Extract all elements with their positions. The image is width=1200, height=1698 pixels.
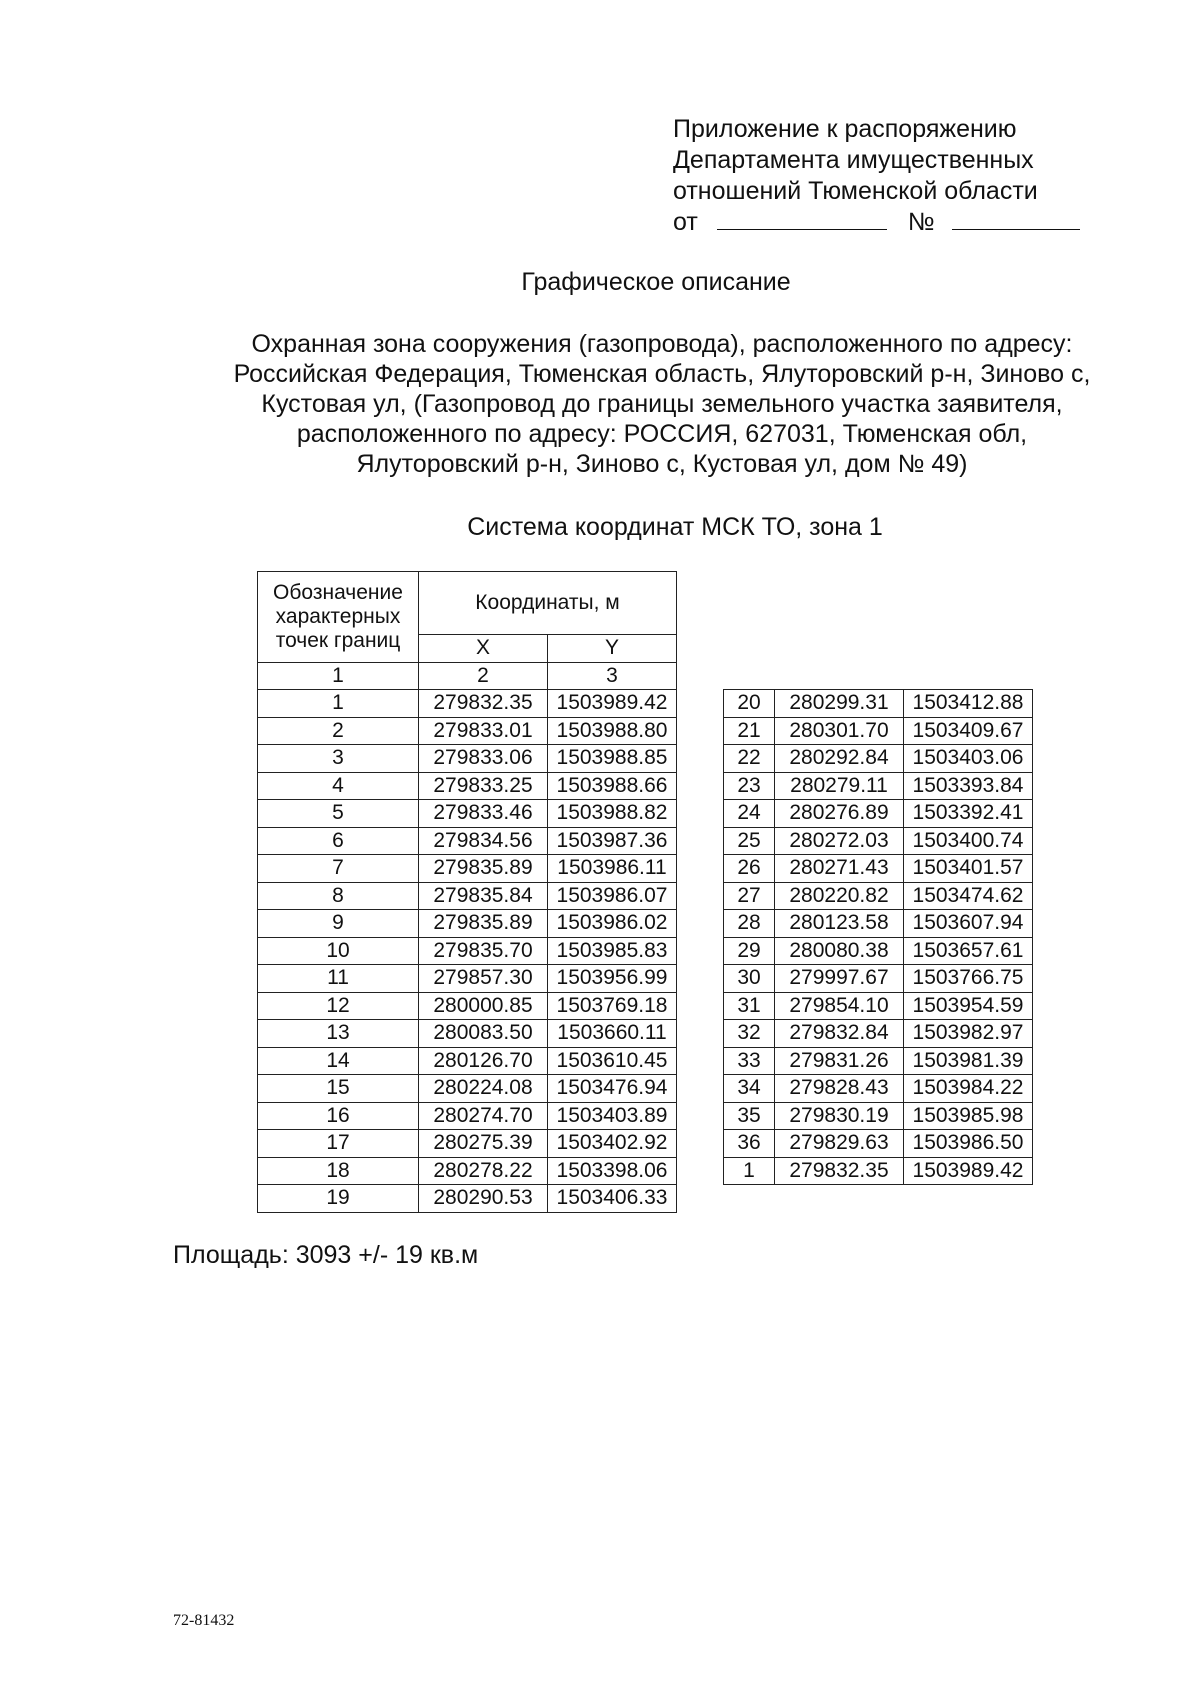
table-row bbox=[724, 937, 1033, 965]
appendix-line-2: Департамента имущественных bbox=[673, 146, 1034, 174]
x-coordinate-cell: 279828.43 bbox=[775, 1075, 904, 1103]
x-coordinate-cell: 280275.39 bbox=[419, 1130, 548, 1158]
x-coordinate-cell: 279832.84 bbox=[775, 1020, 904, 1048]
table-row bbox=[724, 1102, 1033, 1130]
y-coordinate-cell: 1503986.50 bbox=[904, 1130, 1033, 1158]
x-coordinate-cell: 279832.35 bbox=[775, 1157, 904, 1185]
y-coordinate-cell: 1503988.85 bbox=[548, 745, 677, 773]
point-number-cell: 3 bbox=[258, 745, 419, 773]
table-row bbox=[258, 855, 677, 883]
coordinates-table bbox=[257, 571, 677, 1213]
y-coordinate-cell: 1503985.83 bbox=[548, 937, 677, 965]
point-number-cell: 7 bbox=[258, 855, 419, 883]
x-coordinate-cell: 280279.11 bbox=[775, 772, 904, 800]
point-number-cell: 29 bbox=[724, 937, 775, 965]
x-coordinate-cell: 279830.19 bbox=[775, 1102, 904, 1130]
header-designation: Обозначение характерных точек границ bbox=[258, 572, 419, 663]
x-coordinate-cell: 280224.08 bbox=[419, 1075, 548, 1103]
coordinates-table-body bbox=[258, 690, 677, 1213]
table-row bbox=[724, 690, 1033, 718]
coordinates-table-continued bbox=[723, 689, 1033, 1185]
point-number-cell: 1 bbox=[258, 690, 419, 718]
point-number-cell: 20 bbox=[724, 690, 775, 718]
x-coordinate-cell: 279997.67 bbox=[775, 965, 904, 993]
x-coordinate-cell: 280123.58 bbox=[775, 910, 904, 938]
x-coordinate-cell: 280278.22 bbox=[419, 1157, 548, 1185]
y-coordinate-cell: 1503988.82 bbox=[548, 800, 677, 828]
x-coordinate-cell: 280220.82 bbox=[775, 882, 904, 910]
point-number-cell: 34 bbox=[724, 1075, 775, 1103]
x-coordinate-cell: 280274.70 bbox=[419, 1102, 548, 1130]
table-row bbox=[724, 882, 1033, 910]
y-coordinate-cell: 1503403.06 bbox=[904, 745, 1033, 773]
table-row bbox=[258, 1075, 677, 1103]
document-title: Графическое описание bbox=[521, 268, 791, 296]
y-coordinate-cell: 1503398.06 bbox=[548, 1157, 677, 1185]
table-row bbox=[724, 717, 1033, 745]
table-row bbox=[258, 800, 677, 828]
y-coordinate-cell: 1503392.41 bbox=[904, 800, 1033, 828]
point-number-cell: 15 bbox=[258, 1075, 419, 1103]
x-coordinate-cell: 280000.85 bbox=[419, 992, 548, 1020]
header-y: Y bbox=[548, 635, 677, 663]
number-blank-line bbox=[952, 207, 1080, 230]
x-coordinate-cell: 279833.01 bbox=[419, 717, 548, 745]
table-row bbox=[724, 1075, 1033, 1103]
x-coordinate-cell: 279833.06 bbox=[419, 745, 548, 773]
y-coordinate-cell: 1503956.99 bbox=[548, 965, 677, 993]
y-coordinate-cell: 1503986.07 bbox=[548, 882, 677, 910]
y-coordinate-cell: 1503984.22 bbox=[904, 1075, 1033, 1103]
y-coordinate-cell: 1503412.88 bbox=[904, 690, 1033, 718]
table-row bbox=[258, 992, 677, 1020]
y-coordinate-cell: 1503986.02 bbox=[548, 910, 677, 938]
y-coordinate-cell: 1503981.39 bbox=[904, 1047, 1033, 1075]
x-coordinate-cell: 280080.38 bbox=[775, 937, 904, 965]
point-number-cell: 16 bbox=[258, 1102, 419, 1130]
y-coordinate-cell: 1503954.59 bbox=[904, 992, 1033, 1020]
table-row bbox=[724, 965, 1033, 993]
y-coordinate-cell: 1503988.66 bbox=[548, 772, 677, 800]
table-row bbox=[258, 745, 677, 773]
x-coordinate-cell: 280083.50 bbox=[419, 1020, 548, 1048]
x-coordinate-cell: 279833.46 bbox=[419, 800, 548, 828]
x-coordinate-cell: 279835.84 bbox=[419, 882, 548, 910]
x-coordinate-cell: 279835.89 bbox=[419, 855, 548, 883]
y-coordinate-cell: 1503657.61 bbox=[904, 937, 1033, 965]
y-coordinate-cell: 1503409.67 bbox=[904, 717, 1033, 745]
y-coordinate-cell: 1503403.89 bbox=[548, 1102, 677, 1130]
point-number-cell: 9 bbox=[258, 910, 419, 938]
date-prefix: от bbox=[673, 208, 698, 236]
point-number-cell: 36 bbox=[724, 1130, 775, 1158]
zone-description bbox=[200, 329, 1124, 479]
x-coordinate-cell: 279835.89 bbox=[419, 910, 548, 938]
point-number-cell: 25 bbox=[724, 827, 775, 855]
x-coordinate-cell: 280272.03 bbox=[775, 827, 904, 855]
x-coordinate-cell: 279854.10 bbox=[775, 992, 904, 1020]
point-number-cell: 14 bbox=[258, 1047, 419, 1075]
table-row bbox=[258, 1102, 677, 1130]
table-row bbox=[258, 1047, 677, 1075]
point-number-cell: 31 bbox=[724, 992, 775, 1020]
table-row bbox=[724, 1157, 1033, 1185]
table-row bbox=[724, 1130, 1033, 1158]
area-text: Площадь: 3093 +/- 19 кв.м bbox=[173, 1241, 479, 1269]
table-row bbox=[724, 1047, 1033, 1075]
point-number-cell: 22 bbox=[724, 745, 775, 773]
point-number-cell: 11 bbox=[258, 965, 419, 993]
point-number-cell: 32 bbox=[724, 1020, 775, 1048]
x-coordinate-cell: 279834.56 bbox=[419, 827, 548, 855]
table-row bbox=[258, 1020, 677, 1048]
x-coordinate-cell: 279833.25 bbox=[419, 772, 548, 800]
x-coordinate-cell: 280276.89 bbox=[775, 800, 904, 828]
point-number-cell: 13 bbox=[258, 1020, 419, 1048]
y-coordinate-cell: 1503769.18 bbox=[548, 992, 677, 1020]
y-coordinate-cell: 1503401.57 bbox=[904, 855, 1033, 883]
point-number-cell: 4 bbox=[258, 772, 419, 800]
table-row bbox=[258, 882, 677, 910]
zone-description-line: Российская Федерация, Тюменская область, Ялуторовский р-н, Зиново с, bbox=[233, 360, 1091, 388]
x-coordinate-cell: 280299.31 bbox=[775, 690, 904, 718]
y-coordinate-cell: 1503402.92 bbox=[548, 1130, 677, 1158]
table-row bbox=[724, 1020, 1033, 1048]
y-coordinate-cell: 1503989.42 bbox=[548, 690, 677, 718]
x-coordinate-cell: 280301.70 bbox=[775, 717, 904, 745]
point-number-cell: 28 bbox=[724, 910, 775, 938]
point-number-cell: 12 bbox=[258, 992, 419, 1020]
appendix-line-3: отношений Тюменской области bbox=[673, 177, 1038, 205]
y-coordinate-cell: 1503989.42 bbox=[904, 1157, 1033, 1185]
point-number-cell: 8 bbox=[258, 882, 419, 910]
zone-description-line: Ялуторовский р-н, Зиново с, Кустовая ул, дом № 49) bbox=[356, 450, 968, 478]
table-row bbox=[258, 827, 677, 855]
column-number: 1 bbox=[258, 662, 419, 690]
table-row bbox=[724, 800, 1033, 828]
point-number-cell: 18 bbox=[258, 1157, 419, 1185]
point-number-cell: 27 bbox=[724, 882, 775, 910]
y-coordinate-cell: 1503987.36 bbox=[548, 827, 677, 855]
table-row bbox=[258, 965, 677, 993]
appendix-line-1: Приложение к распоряжению bbox=[673, 115, 1017, 143]
point-number-cell: 33 bbox=[724, 1047, 775, 1075]
x-coordinate-cell: 279831.26 bbox=[775, 1047, 904, 1075]
zone-description-line: Охранная зона сооружения (газопровода), расположенного по адресу: bbox=[251, 330, 1073, 358]
appendix-header bbox=[673, 114, 1080, 238]
table-row bbox=[258, 1130, 677, 1158]
document-number: 72-81432 bbox=[173, 1612, 235, 1629]
point-number-cell: 30 bbox=[724, 965, 775, 993]
zone-description-line: расположенного по адресу: РОССИЯ, 627031, Тюменская обл, bbox=[296, 420, 1028, 448]
table-row bbox=[258, 1157, 677, 1185]
y-coordinate-cell: 1503988.80 bbox=[548, 717, 677, 745]
point-number-cell: 24 bbox=[724, 800, 775, 828]
point-number-cell: 5 bbox=[258, 800, 419, 828]
x-coordinate-cell: 279857.30 bbox=[419, 965, 548, 993]
x-coordinate-cell: 280290.53 bbox=[419, 1185, 548, 1213]
point-number-cell: 23 bbox=[724, 772, 775, 800]
x-coordinate-cell: 279829.63 bbox=[775, 1130, 904, 1158]
appendix-date-number-line bbox=[673, 207, 1080, 238]
table-row bbox=[258, 717, 677, 745]
header-x: X bbox=[419, 635, 548, 663]
point-number-cell: 19 bbox=[258, 1185, 419, 1213]
table-row bbox=[724, 992, 1033, 1020]
point-number-cell: 21 bbox=[724, 717, 775, 745]
table-row bbox=[724, 745, 1033, 773]
table-row bbox=[258, 937, 677, 965]
y-coordinate-cell: 1503607.94 bbox=[904, 910, 1033, 938]
x-coordinate-cell: 279832.35 bbox=[419, 690, 548, 718]
y-coordinate-cell: 1503982.97 bbox=[904, 1020, 1033, 1048]
header-coordinates: Координаты, м bbox=[419, 572, 677, 635]
x-coordinate-cell: 280271.43 bbox=[775, 855, 904, 883]
table-row bbox=[258, 690, 677, 718]
point-number-cell: 26 bbox=[724, 855, 775, 883]
y-coordinate-cell: 1503610.45 bbox=[548, 1047, 677, 1075]
point-number-cell: 17 bbox=[258, 1130, 419, 1158]
point-number-cell: 1 bbox=[724, 1157, 775, 1185]
point-number-cell: 2 bbox=[258, 717, 419, 745]
zone-description-line: Кустовая ул, (Газопровод до границы земельного участка заявителя, bbox=[261, 390, 1063, 418]
x-coordinate-cell: 280292.84 bbox=[775, 745, 904, 773]
x-coordinate-cell: 280126.70 bbox=[419, 1047, 548, 1075]
table-row bbox=[258, 910, 677, 938]
table-row bbox=[724, 827, 1033, 855]
y-coordinate-cell: 1503985.98 bbox=[904, 1102, 1033, 1130]
number-prefix: № bbox=[907, 208, 935, 236]
y-coordinate-cell: 1503986.11 bbox=[548, 855, 677, 883]
date-blank-line bbox=[717, 207, 887, 230]
x-coordinate-cell: 279835.70 bbox=[419, 937, 548, 965]
column-number: 3 bbox=[548, 662, 677, 690]
y-coordinate-cell: 1503474.62 bbox=[904, 882, 1033, 910]
coordinate-system: Система координат МСК ТО, зона 1 bbox=[467, 513, 883, 541]
point-number-cell: 35 bbox=[724, 1102, 775, 1130]
table-row bbox=[724, 910, 1033, 938]
column-number: 2 bbox=[419, 662, 548, 690]
y-coordinate-cell: 1503476.94 bbox=[548, 1075, 677, 1103]
point-number-cell: 6 bbox=[258, 827, 419, 855]
table-row bbox=[724, 772, 1033, 800]
y-coordinate-cell: 1503406.33 bbox=[548, 1185, 677, 1213]
table-row bbox=[258, 1185, 677, 1213]
coordinates-table-continued-body bbox=[724, 690, 1033, 1185]
y-coordinate-cell: 1503766.75 bbox=[904, 965, 1033, 993]
y-coordinate-cell: 1503400.74 bbox=[904, 827, 1033, 855]
y-coordinate-cell: 1503660.11 bbox=[548, 1020, 677, 1048]
table-row bbox=[258, 772, 677, 800]
table-row bbox=[724, 855, 1033, 883]
point-number-cell: 10 bbox=[258, 937, 419, 965]
y-coordinate-cell: 1503393.84 bbox=[904, 772, 1033, 800]
